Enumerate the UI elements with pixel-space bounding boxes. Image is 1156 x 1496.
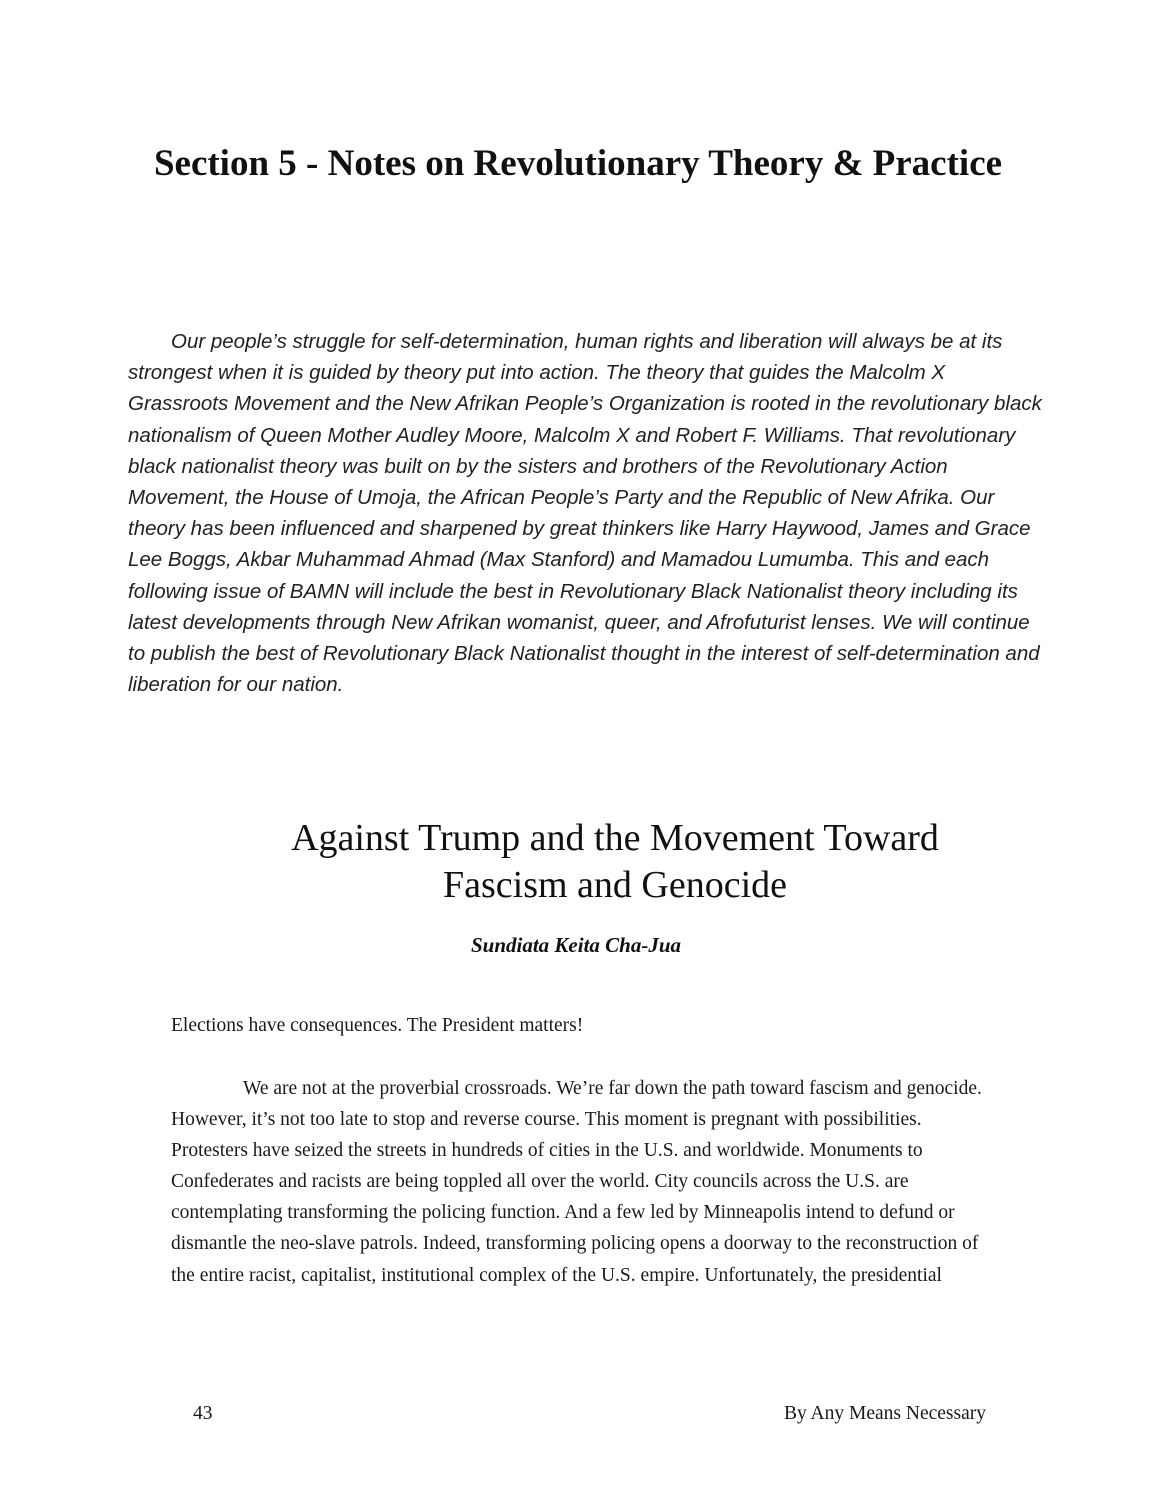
section-intro-paragraph: Our people’s struggle for self-determination, human rights and liberation will always be at its strongest when it is guided by theory put into action. The theory that guides the Malcolm X Grassroots Movement and the New Afrikan People’s Organization is rooted in the revolutionary black nationalism of Queen Mother Audley Moore, Malcolm X and Robert F. Williams. That revolutionary black nationalist theory was built on by the sisters and brothers of the Revolutionary Action Movement, the House of Umoja, the African People’s Party and the Republic of New Afrika. Our theory has been influenced and sharpened by great thinkers like Harry Haywood, James and Grace Lee Boggs, Akbar Muhammad Ahmad (Max Stanford) and Mamadou Lumumba. This and each following issue of BAMN will include the best in Revolutionary Black Nationalist theory including its latest developments through New Afrikan womanist, queer, and Afrofuturist lenses. We will continue to publish the best of Revolutionary Black Nationalist thought in the interest of self-determination and liberation for our nation. — [128, 330, 1042, 697]
page-number: 43 — [193, 1403, 213, 1424]
publication-name: By Any Means Necessary — [784, 1403, 986, 1424]
section-title: Section 5 - Notes on Revolutionary Theory & Practice — [153, 143, 1003, 184]
article-lead-line: Elections have consequences. The President matters! — [171, 1015, 584, 1036]
article-author: Sundiata Keita Cha-Jua — [470, 933, 682, 957]
article-body-paragraph: We are not at the proverbial crossroads. We’re far down the path toward fascism and genocide. However, it’s not too late to stop and reverse course. This moment is pregnant with possibilities. Protesters have seized the streets in hundreds of cities in the U.S. and worldwide. Monuments to Confederates and racists are being toppled all over the world. City councils across the U.S. are contemplating transforming the policing function. And a few led by Minneapolis intend to defund or dismantle the neo-slave patrols. Indeed, transforming policing opens a doorway to the reconstruction of the entire racist, capitalist, institutional complex of the U.S. empire. Unfortunately, the presidential — [171, 1078, 982, 1286]
article-title: Against Trump and the Movement Toward Fascism and Genocide — [291, 817, 939, 906]
